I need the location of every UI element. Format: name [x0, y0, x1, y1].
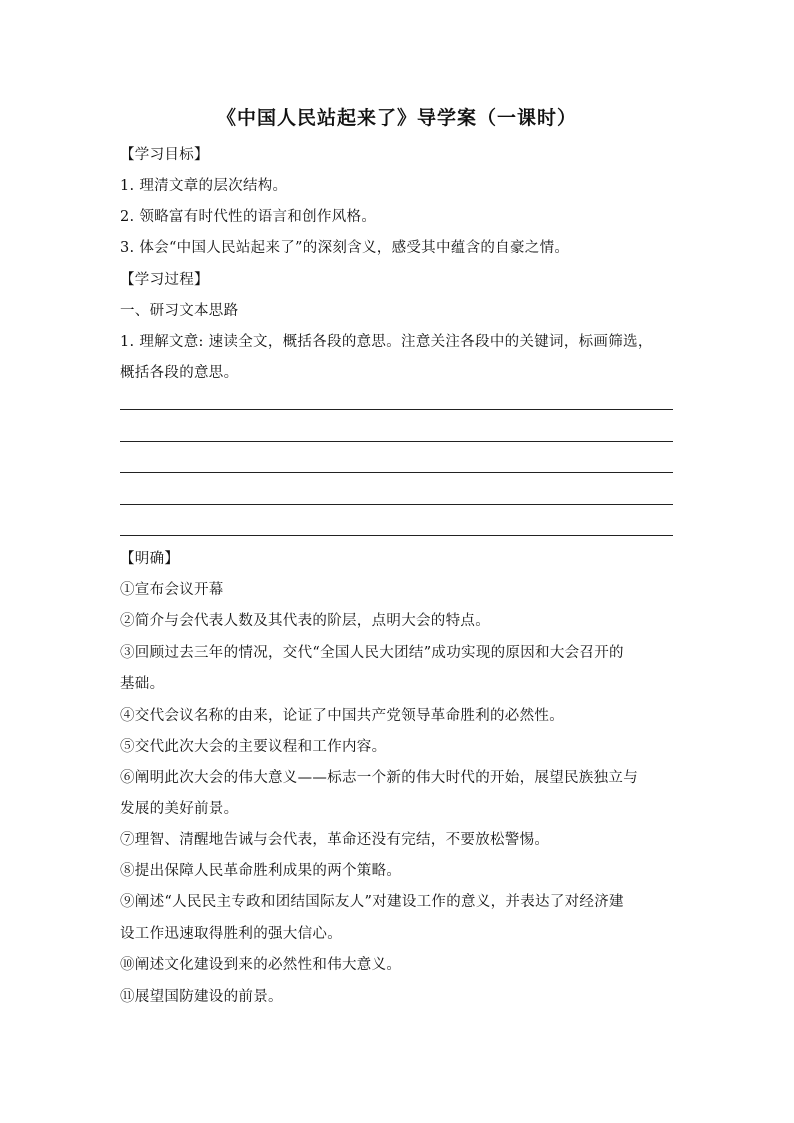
answer-line: ⑦理智、清醒地告诫与会代表，革命还没有完结，不要放松警惕。 — [120, 832, 550, 848]
answer-line: ①宣布会议开幕 — [120, 582, 224, 598]
objective-item-2: 2. 领略富有时代性的语言和创作风格。 — [120, 209, 377, 225]
answer-line: ⑥阐明此次大会的伟大意义——标志一个新的伟大时代的开始，展望民族独立与 — [120, 770, 638, 786]
objectives-heading: 【学习目标】 — [120, 147, 209, 163]
objective-item-3: 3. 体会“中国人民站起来了”的深刻含义，感受其中蕴含的自豪之情。 — [120, 240, 570, 256]
answer-line: ⑩阐述文化建设到来的必然性和伟大意义。 — [120, 957, 402, 973]
answer-blank-line-3 — [120, 472, 673, 473]
answer-heading: 【明确】 — [120, 551, 180, 567]
answer-line: ⑤交代此次大会的主要议程和工作内容。 — [120, 739, 387, 755]
answer-line: 设工作迅速取得胜利的强大信心。 — [120, 926, 342, 942]
answer-line: ③回顾过去三年的情况，交代“全国人民大团结”成功实现的原因和大会召开的 — [120, 645, 624, 661]
objective-item-1: 1. 理清文章的层次结构。 — [120, 178, 288, 194]
answer-line: 发展的美好前景。 — [120, 801, 239, 817]
answer-line: ⑨阐述“人民民主专政和团结国际友人”对建设工作的意义，并表达了对经济建 — [120, 894, 624, 910]
answer-blank-line-4 — [120, 504, 673, 505]
process-heading: 【学习过程】 — [120, 272, 209, 288]
answer-line: ⑪展望国防建设的前景。 — [120, 989, 283, 1005]
task-1-line-2: 概括各段的意思。 — [120, 365, 239, 381]
section-heading-1: 一、研习文本思路 — [120, 303, 239, 319]
answer-blank-line-1 — [120, 409, 673, 410]
answer-line: 基础。 — [120, 676, 165, 692]
answer-line: ②简介与会代表人数及其代表的阶层，点明大会的特点。 — [120, 613, 490, 629]
answer-line: ④交代会议名称的由来，论证了中国共产党领导革命胜利的必然性。 — [120, 708, 564, 724]
document-title: 《中国人民站起来了》导学案（一课时） — [216, 107, 577, 129]
task-1-line-1: 1. 理解文意: 速读全文，概括各段的意思。注意关注各段中的关键词，标画筛选， — [120, 334, 653, 350]
answer-blank-line-5 — [120, 535, 673, 536]
answer-line: ⑧提出保障人民革命胜利成果的两个策略。 — [120, 863, 402, 879]
answer-blank-line-2 — [120, 441, 673, 442]
